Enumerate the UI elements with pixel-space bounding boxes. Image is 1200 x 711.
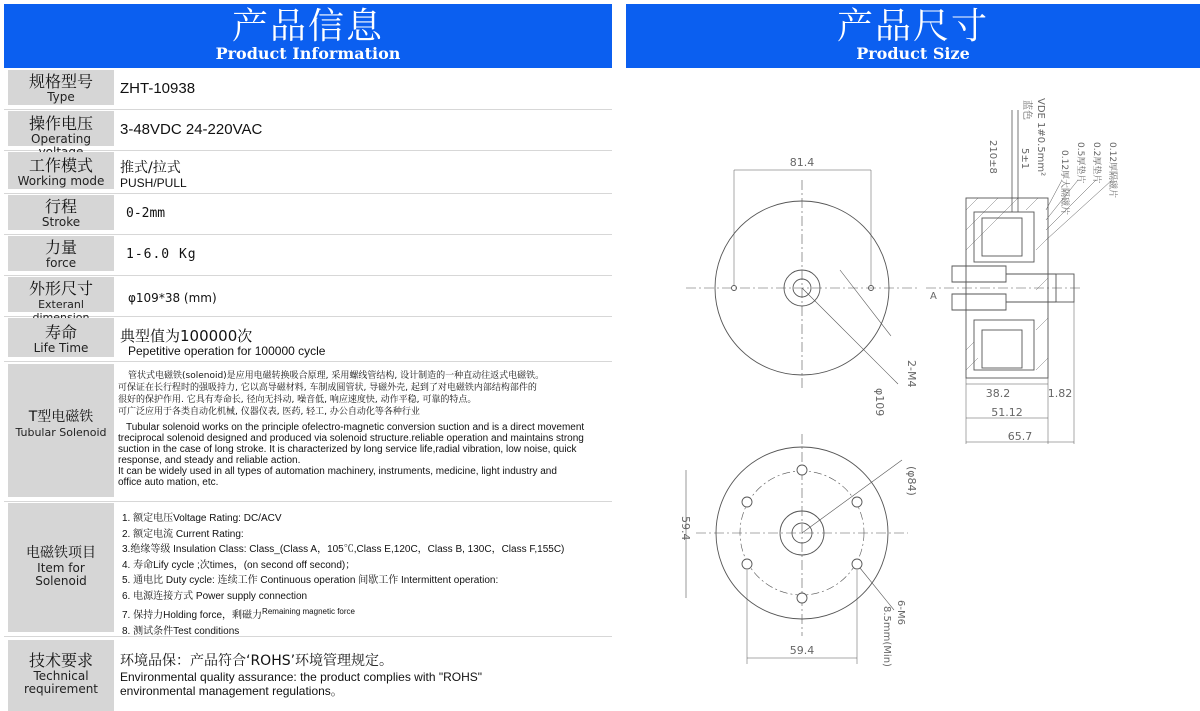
label-a: A <box>930 291 937 302</box>
row-label: 行程 Stroke <box>8 195 114 230</box>
product-size-panel <box>626 0 1200 711</box>
info-banner <box>4 4 612 68</box>
row-label: 技术要求 Technical requirement <box>8 640 114 711</box>
solenoid-description: 管状式电磁铁(solenoid)是应用电磁转换吸合原理, 采用螺线管结构, 设计制造的一种直动往返式电磁铁。 可保证在长行程时的强吸持力, 它以高导磁材料, 车制成圆管状, 导磁外壳, 起到了对电磁铁内部结构部件的 很好的保护作用. 它具有寿命长, 径向无抖动, 噪音低, 响应速度快, 动作平稳, 可靠的特点。 可广泛应用于各类自动化机械, 仪器仪表, 医药, 轻工, 办公自动化等各种行业 Tubular solenoid works on the principle ofelectro-magnetic conversion suction and is a direct movement treciprocal solenoid designed and produced via solenoid structure.reliable operation and maintains strong suction in the case of long stroke. It is characterized by long service life,radial vibration, low noise, quick response, and steady and reliable action. It can be widely used in all types of automation machinery, instruments, medicine, light industry and office auto mation, etc. <box>118 371 585 488</box>
shim-4: 0.12厚大隔磁片 <box>1059 150 1069 216</box>
wire-spec: VDE 1#0.5mm² <box>1035 98 1046 177</box>
m6-hole <box>797 593 807 603</box>
row-label: 规格型号 Type <box>8 70 114 105</box>
row-label: 外形尺寸 Exteranl <box>8 277 114 312</box>
info-title-en: Product Information <box>215 44 401 63</box>
dim-51-12: 51.12 <box>991 406 1023 419</box>
size-title-cn: 产品尺寸 <box>836 6 989 47</box>
row-stroke <box>4 195 612 235</box>
dim-210: 210±8 <box>987 140 998 174</box>
dim-38-2: 38.2 <box>985 387 1011 400</box>
size-title-en: Product Size <box>856 44 970 63</box>
row-type <box>4 70 612 110</box>
shim-3: 0.5厚垫片 <box>1075 142 1085 184</box>
row-voltage <box>4 111 612 151</box>
tech-value: 环境品保：产品符合‘ROHS’环境管理规定。 Environmental quality assurance: the product complies with "ROHS" environmental management regulations。 <box>120 653 483 698</box>
m6-hole <box>852 497 862 507</box>
m6-hole <box>797 465 807 475</box>
info-title-cn: 产品信息 <box>231 6 384 47</box>
size-banner <box>626 4 1200 68</box>
m6-hole <box>852 559 862 569</box>
force-value: 1-6.0 Kg <box>126 247 197 262</box>
shim-2: 0.2厚垫片 <box>1091 142 1101 184</box>
mode-value: 推式/拉式 PUSH/PULL <box>120 160 187 190</box>
row-solenoid <box>4 364 612 502</box>
row-label: 电磁铁项目 Item for Solenoid <box>8 503 114 632</box>
row-label: 操作电压 Operating <box>8 111 114 146</box>
dim-5pm1: 5±1 <box>1019 148 1030 170</box>
row-tech <box>4 640 612 711</box>
m6-hole <box>742 559 752 569</box>
row-label: 工作模式 Working mode <box>8 152 114 189</box>
dim-81-4: 81.4 <box>789 156 815 169</box>
stroke-value: 0-2mm <box>126 206 166 221</box>
shim-1: 0.12厚隔磁片 <box>1107 142 1117 199</box>
dim-2m4: 2-M4 <box>905 360 918 388</box>
dim-65-7: 65.7 <box>1007 430 1033 443</box>
m6-hole <box>742 497 752 507</box>
items-list: 1. 额定电压Voltage Rating: DC/ACV 2. 额定电流 Current Rating: 3.绝缘等级 Insulation Class: Class_(Class A，105℃,Class E,120C，Class B, 130C，Class F,155C) 4. 寿命Lify cycle ;次times，(on second off second)； 5. 通电比 Duty cycle: 连续工作 Continuous operation 间歇工作 Intermittent operation: 6. 电源连接方式 Power supply connection 7. 保持力Holding force，剩磁力$^{Remaining magnetic force}$ 8. 测试条件Test conditions <box>122 513 565 637</box>
dim-59-4-horizontal: 59.4 <box>789 644 815 657</box>
life-value: 典型值为100000次 Pepetitive operation for 100000 cycle <box>120 327 326 358</box>
dim-dia-109: φ109 <box>873 388 886 417</box>
row-dimension <box>4 277 612 317</box>
dimension-value: φ109*38 (mm) <box>128 291 217 305</box>
row-mode <box>4 152 612 194</box>
dim-6m6: 6-M6 <box>895 600 906 625</box>
dim-dia-84: (φ84) <box>905 466 918 496</box>
row-items <box>4 503 612 637</box>
technical-drawing <box>626 70 1200 710</box>
dim-1-82: 1.82 <box>1047 387 1073 400</box>
row-label: T型电磁铁 Tubular Solenoid <box>8 364 114 497</box>
row-force <box>4 236 612 276</box>
voltage-value: 3-48VDC 24-220VAC <box>120 121 263 138</box>
dim-depth: 8.5mm(Min) <box>881 606 892 667</box>
row-life <box>4 318 612 362</box>
row-label: 寿命 Life Time <box>8 318 114 357</box>
row-label: 力量 force <box>8 236 114 271</box>
wire-color: 蓝色 <box>1021 100 1032 120</box>
type-value: ZHT-10938 <box>120 80 196 97</box>
dim-59-4-vertical: 59.4 <box>679 516 692 541</box>
